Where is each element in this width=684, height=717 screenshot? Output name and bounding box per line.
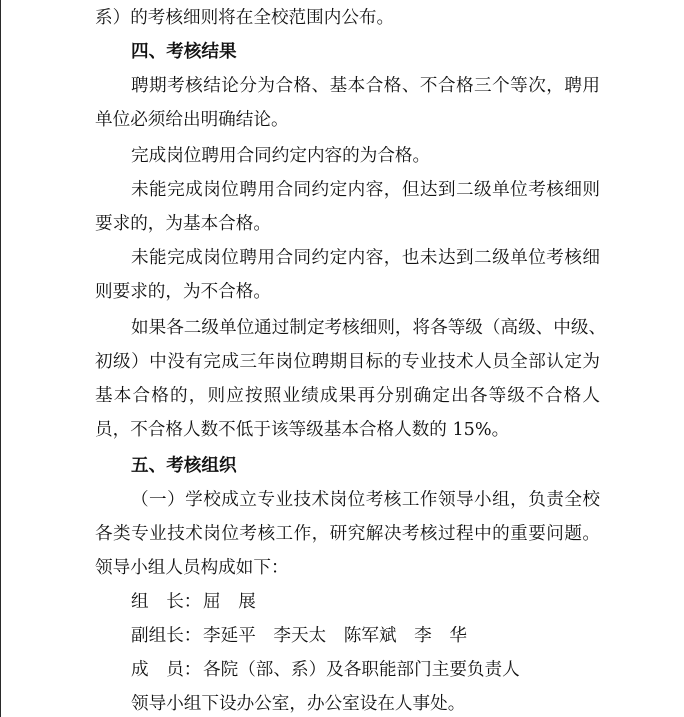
- s4-p5-line1: 如果各二级单位通过制定考核细则，将各等级（高级、中级、: [131, 318, 607, 338]
- office-line: 领导小组下设办公室，办公室设在人事处。: [131, 694, 466, 714]
- s4-p3-line1: 未能完成岗位聘用合同约定内容，但达到二级单位考核细则: [131, 180, 600, 200]
- s5-p1-line3: 领导小组人员构成如下：: [95, 558, 289, 578]
- member-value: 各院（部、系）及各职能部门主要负责人: [203, 660, 520, 680]
- s4-p4-line2: 则要求的，为不合格。: [95, 282, 271, 302]
- section5-heading: 五、考核组织: [131, 455, 237, 476]
- leader-value: 屈 展: [203, 592, 256, 612]
- member-label: 成 员：: [131, 660, 202, 680]
- s5-p1-line2: 各类专业技术岗位考核工作，研究解决考核过程中的重要问题。: [95, 524, 600, 544]
- s4-p5-line2: 初级）中没有完成三年岗位聘期目标的专业技术人员全部认定为: [95, 352, 600, 372]
- s4-p5-line4: 员，不合格人数不低于该等级基本合格人数的 15%。: [95, 420, 510, 440]
- deputy-value: 李延平 李天太 陈军斌 李 华: [203, 626, 467, 646]
- s4-p3-line2: 要求的，为基本合格。: [95, 214, 271, 234]
- section4-heading: 四、考核结果: [131, 41, 237, 62]
- s4-p2: 完成岗位聘用合同约定内容的为合格。: [131, 146, 431, 166]
- leader-label: 组 长：: [131, 592, 202, 612]
- paragraph-continuation: 系）的考核细则将在全校范围内公布。: [95, 8, 395, 28]
- s4-p1-line2: 单位必须给出明确结论。: [95, 110, 289, 130]
- s4-p1-line1: 聘期考核结论分为合格、基本合格、不合格三个等次，聘用: [131, 76, 600, 96]
- s5-p1-line1: （一）学校成立专业技术岗位考核工作领导小组，负责全校: [131, 490, 600, 510]
- s4-p5-line3: 基本合格的，则应按照业绩成果再分别确定出各等级不合格人: [95, 386, 600, 406]
- s4-p4-line1: 未能完成岗位聘用合同约定内容，也未达到二级单位考核细: [131, 248, 600, 268]
- deputy-label: 副组长：: [131, 626, 202, 646]
- page-left-border: [0, 0, 1, 717]
